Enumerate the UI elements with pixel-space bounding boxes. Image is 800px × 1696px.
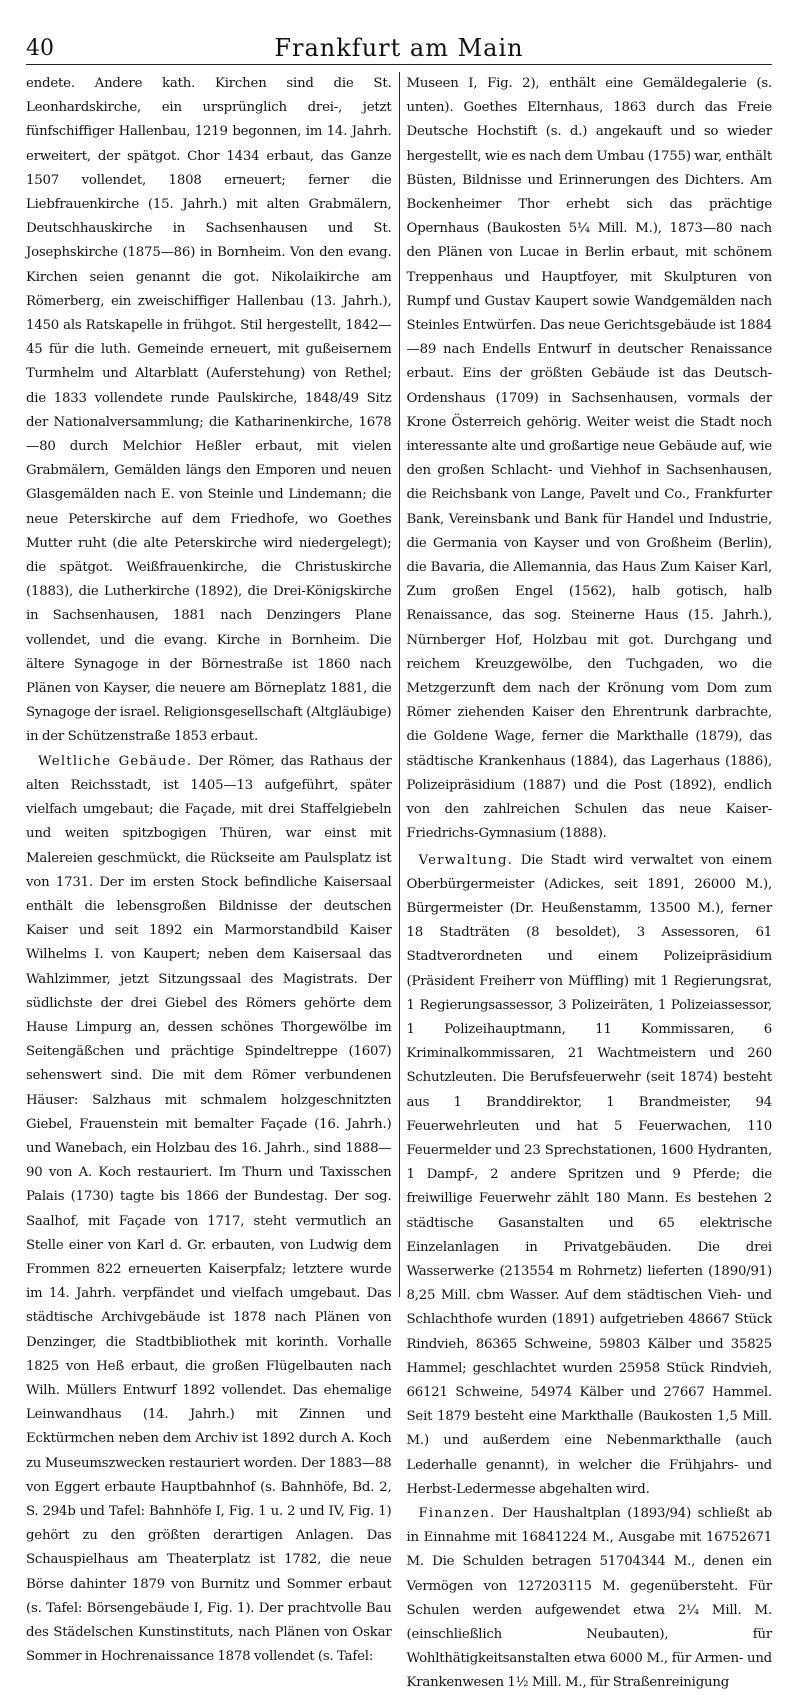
paragraph-gebaeude-cont [407, 72, 773, 847]
paragraph-text: endete. Andere kath. Kirchen sind die St. Leonhardskirche, ein ursprünglich drei-, jetzt fünfschiffiger Hallenbau, 1219 begonnen, im 14. Jahrh. erweitert, der spätgot. Chor 1434 erbaut, das Ganze 1507 vollendet, 1808 erneuert; ferner die Liebfrauenkirche (15. Jahrh.) mit alten Grabmälern, Deutschhauskirche in Sachsenhausen und St. Josephskirche (1875—86) in Bornheim. Von den evang. Kirchen seien genannt die got. Nikolaikirche am Römerberg, ein zweischiffiger Hallenbau (13. Jahrh.), 1450 als Ratskapelle in frühgot. Stil hergestellt, 1842—45 für die luth. Gemeinde erneuert, mit gußeisernem Turmhelm und Altarblatt (Auferstehung) von Rethel; die 1833 vollendete runde Paulskirche, 1848/49 Sitz der Nationalversammlung; die Katharinenkirche, 1678—80 durch Melchior Heßler erbaut, mit vielen Grabmälern, Gemälden längs den Emporen und neuen Glasgemälden nach E. von Steinle und Lindemann; die neue Peterskirche auf dem Friedhofe, wo Goethes Mutter ruht (die alte Peterskirche wird niedergelegt); die spätgot. Weißfrauenkirche, die Christuskirche (1883), die Lutherkirche (1892), die Drei-Königskirche in Sachsenhausen, 1881 nach Denzingers Plane vollendet, und die evang. Kirche in Bornheim. Die ältere Synagoge in der Börnestraße ist 1860 nach Plänen von Kayser, die neuere am Börneplatz 1881, die Synagoge der israel. Religionsgesellschaft (Altgläubige) in der Schützenstraße 1853 erbaut. [26, 76, 392, 745]
paragraph-weltliche-gebaeude [26, 750, 392, 1670]
paragraph-text: Der Römer, das Rathaus der alten Reichsstadt, ist 1405—13 aufgeführt, später vielfach umgebaut; die Façade, mit drei Staffelgiebeln und weiten spitzbogigen Thüren, war einst mit Malereien geschmückt, die Rückseite am Paulsplatz ist von 1731. Der im ersten Stock befindliche Kaisersaal enthält die lebensgroßen Bildnisse der deutschen Kaiser und seit 1892 ein Marmorstandbild Kaiser Wilhelms I. von Kaupert; neben dem Kaisersaal das Wahlzimmer, jetzt Sitzungssaal des Magistrats. Der südlichste der drei Giebel des Römers gehörte dem Hause Limpurg an, dessen schönes Thorgewölbe im Seitengäßchen und prächtige Spindeltreppe (1607) sehenswert sind. Die mit dem Römer verbundenen Häuser: Salzhaus mit schmalem holzgeschnitzten Giebel, Frauenstein mit bemalter Façade (16. Jahrh.) und Wanebach, ein Holzbau des 16. Jahrh., sind 1888—90 von A. Koch restauriert. Im Thurn und Taxisschen Palais (1730) tagte bis 1866 der Bundestag. Der sog. Saalhof, mit Façade von 1717, steht vermutlich an Stelle einer von Karl d. Gr. erbauten, von Ludwig dem Frommen 822 erneuerten Kaiserpfalz; letztere wurde im 14. Jahrh. verpfändet und vielfach umgebaut. Das städtische Archivgebäude ist 1878 nach Plänen von Denzinger, die Stadtbibliothek mit korinth. Vorhalle 1825 von Heß erbaut, die großen Flügelbauten nach Wilh. Müllers Entwurf 1892 vollendet. Das ehemalige Leinwandhaus (14. Jahrh.) mit Zinnen und Ecktürmchen neben dem Archiv ist 1892 durch A. Koch zu Museumszwecken restauriert worden. Der 1883—88 von Eggert erbaute Hauptbahnhof (s. Bahnhöfe, Bd. 2, S. 294b und Tafel: Bahnhöfe I, Fig. 1 u. 2 und IV, Fig. 1) gehört zu den größten derartigen Anlagen. Das Schauspielhaus am Theaterplatz ist 1782, die neue Börse dahinter 1879 von Burnitz und Sommer erbaut (s. Tafel: Börsengebäude I, Fig. 1). Der prachtvolle Bau des Städelschen Kunstinstituts, nach Plänen von Oskar Sommer in Hochrenaissance 1878 vollendet (s. Tafel: [26, 753, 392, 1665]
paragraph-text: Museen I, Fig. 2), enthält eine Gemäldegalerie (s. unten). Goethes Elternhaus, 1863 durch das Freie Deutsche Hochstift (s. d.) angekauft und so wieder hergestellt, wie es nach dem Umbau (1755) war, enthält Büsten, Bildnisse und Erinnerungen des Dichters. Am Bockenheimer Thor erhebt sich das prächtige Opernhaus (Baukosten 5¼ Mill. M.), 1873—80 nach den Plänen von Lucae in Berlin erbaut, mit schönem Treppenhaus und Hauptfoyer, mit Skulpturen von Rumpf und Gustav Kaupert sowie Wandgemälden nach Steinles Entwürfen. Das neue Gerichtsgebäude ist 1884—89 nach Endells Entwurf in deutscher Renaissance erbaut. Eins der größten Gebäude ist das Deutsch-Ordenshaus (1709) in Sachsenhausen, vormals der Krone Österreich gehörig. Weiter weist die Stadt noch interessante alte und großartige neue Gebäude auf, wie den großen Schlacht- und Viehhof in Sachsenhausen, die Reichsbank von Lange, Pavelt und Co., Frankfurter Bank, Vereinsbank und Bank für Handel und Industrie, die Germania von Kayser und von Großheim (Berlin), die Bavaria, die Allemannia, das Haus Zum Kaiser Karl, Zum großen Engel (1562), halb gotisch, halb Renaissance, das sog. Steinerne Haus (15. Jahrh.), Nürnberger Hof, Holzbau mit got. Durchgang und reichem Kreuzgewölbe, den Tuchgaden, wo die Metzgerzunft dem nach der Krönung vom Dom zum Römer ziehenden Kaiser den Ehrentrunk darbrachte, die Goldene Wage, ferner die Markthalle (1879), das städtische Krankenhaus (1884), das Lagerhaus (1886), Polizeipräsidium (1887) und die Post (1892), endlich von den zahlreichen Schulen das neue Kaiser-Friedrichs-Gymnasium (1888). [406, 76, 772, 842]
section-lead: Verwaltung. [418, 852, 514, 868]
left-column [26, 72, 399, 1665]
running-title: Frankfurt am Main [274, 34, 524, 62]
text-columns [26, 72, 772, 1691]
section-lead: Finanzen. [418, 1505, 496, 1521]
paragraph-text: Der Haushaltplan (1893/94) schließt ab in Einnahme mit 16841224 M., Ausgabe mit 16752671 M. Die Schulden betragen 51704344 M., denen ein Vermögen von 127203115 M. gegenübersteht. Für Schulen werden aufgewendet etwa 2¼ Mill. M. (einschließlich Neubauten), für Wohlthätigkeitsanstalten etwa 6000 M., für Armen- und Krankenwesen 1½ Mill. M., für Straßenreinigung [406, 1505, 772, 1691]
page-number: 40 [26, 36, 54, 61]
paragraph-text: Die Stadt wird verwaltet von einem Oberbürgermeister (Adickes, seit 1891, 26000 M.), Bürgermeister (Dr. Heußenstamm, 13500 M.), ferner 18 Stadträten (8 besoldet), 3 Assessoren, 61 Stadtverordneten und einem Polizeipräsidium (Präsident Freiherr von Müffling) mit 1 Regierungsrat, 1 Regierungsassessor, 3 Polizeiräten, 1 Polizeiassessor, 1 Polizeihauptmann, 11 Kommissaren, 6 Kriminalkommissaren, 21 Wachtmeistern und 260 Schutzleuten. Die Berufsfeuerwehr (seit 1874) besteht aus 1 Branddirektor, 1 Brandmeister, 94 Feuerwehrleuten und hat 5 Feuerwachen, 110 Feuermelder und 23 Sprechstationen, 1600 Hydranten, 1 Dampf-, 2 andere Spritzen und 9 Pferde; die freiwillige Feuerwehr zählt 180 Mann. Es bestehen 2 städtische Gasanstalten und 65 elektrische Einzelanlagen in Privatgebäuden. Die drei Wasserwerke (213554 m Rohrnetz) lieferten (1890/91) 8,25 Mill. cbm Wasser. Auf dem städtischen Vieh- und Schlachthofe wurden (1891) aufgetrieben 48667 Stück Rindvieh, 86365 Schweine, 59803 Kälber und 35825 Hammel; geschlachtet wurden 25958 Stück Rindvieh, 66121 Schweine, 54974 Kälber und 27667 Hammel. Seit 1879 besteht eine Markthalle (Baukosten 1,5 Mill. M.) und außerdem eine Nebenmarkthalle (auch Lederhalle genannt), in welcher die Frühjahrs- und Herbst-Ledermesse abgehalten wird. [406, 852, 772, 1497]
paragraph-finanzen [407, 1502, 773, 1696]
section-lead: Weltliche Gebäude. [38, 753, 193, 769]
page-header [26, 0, 772, 65]
paragraph-kirchen [26, 72, 392, 750]
paragraph-verwaltung [407, 849, 773, 1502]
right-column [400, 72, 773, 1691]
